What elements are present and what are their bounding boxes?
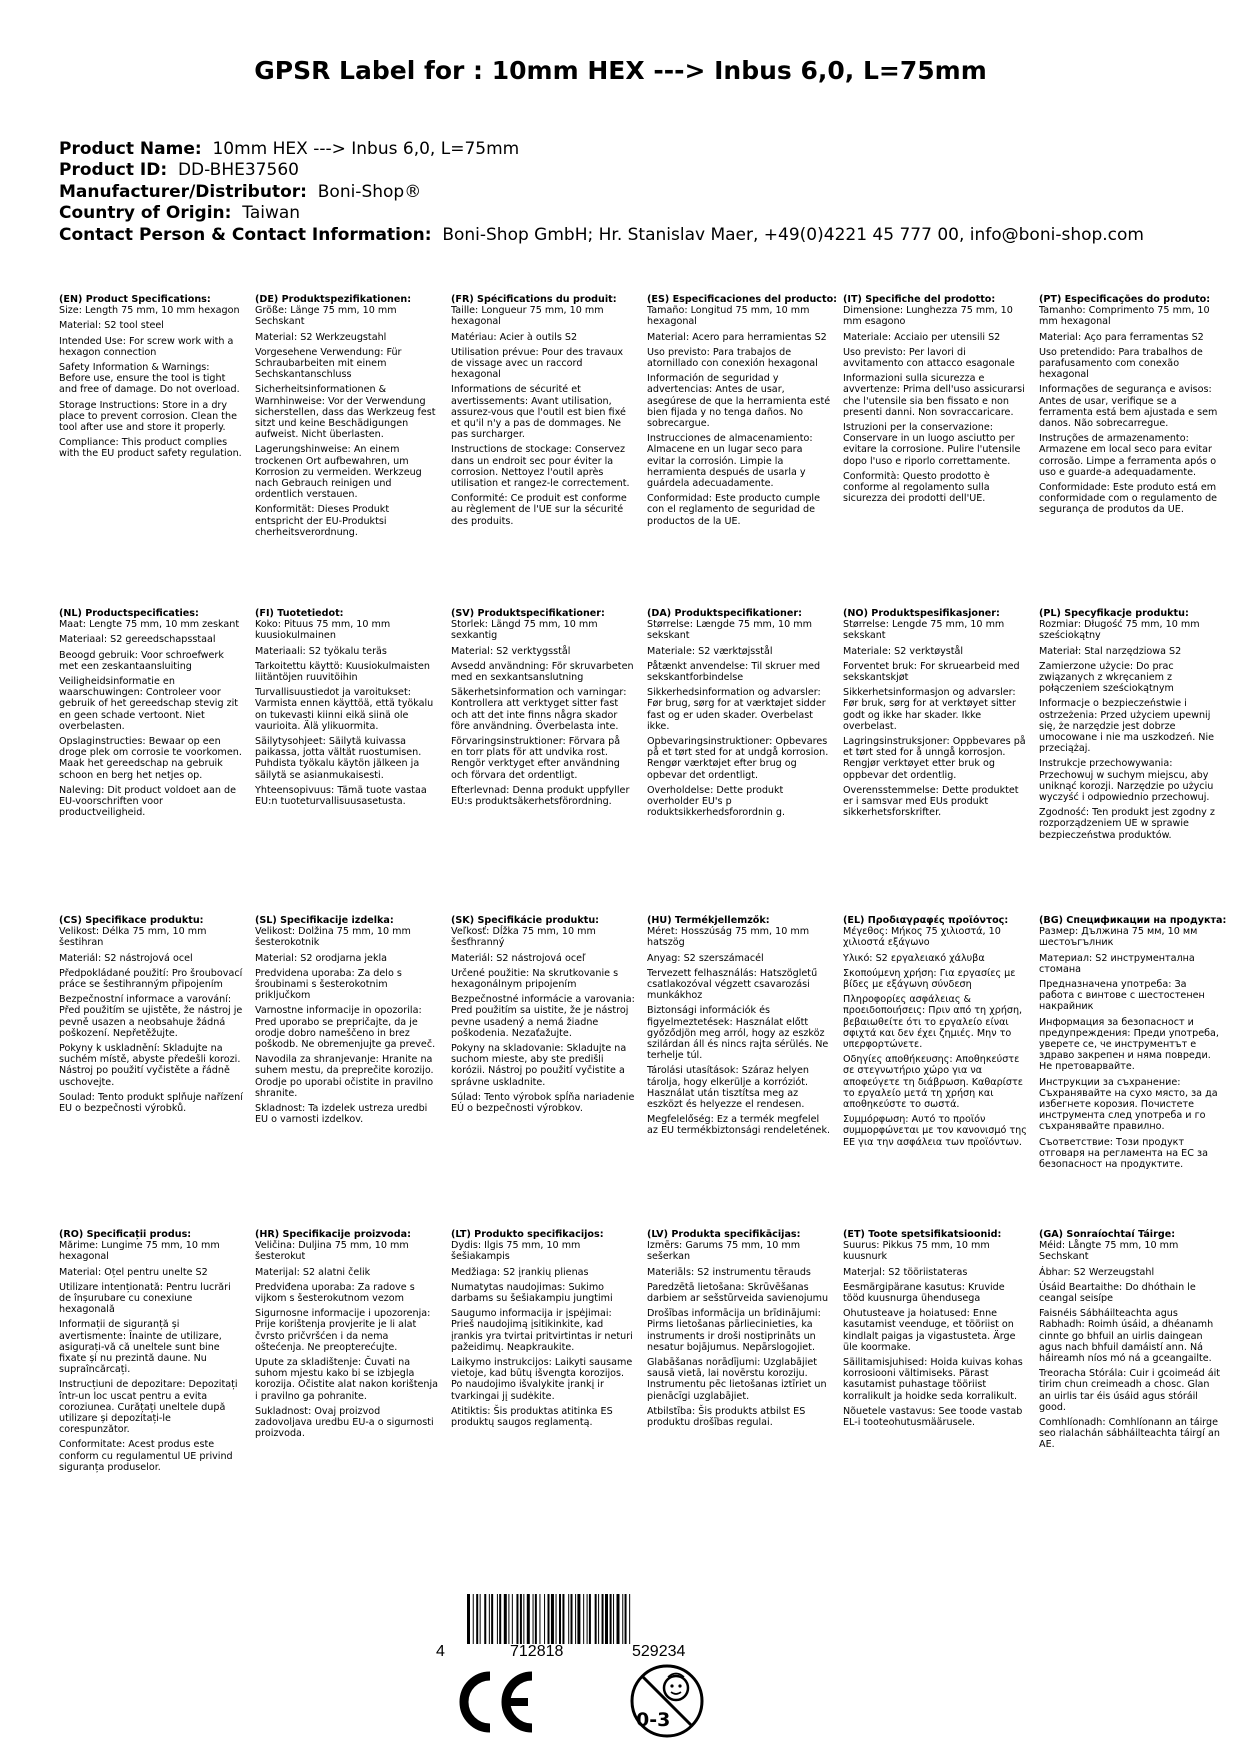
barcode-bar bbox=[467, 1594, 470, 1644]
spec-paragraph: Materiale: Acciaio per utensili S2 bbox=[843, 331, 1001, 343]
spec-paragraph: Velikost: Dolžina 75 mm, 10 mm šesterokotnik bbox=[255, 926, 411, 949]
barcode-bar bbox=[577, 1594, 580, 1644]
spec-heading: (DE) Produktspezifikationen: bbox=[255, 294, 412, 305]
barcode-bar bbox=[571, 1594, 573, 1644]
product-id-label: Product ID: bbox=[59, 160, 168, 181]
spec-paragraph: Material: Oțel pentru unelte S2 bbox=[59, 1266, 208, 1278]
spec-paragraph: Materiale: S2 verktøystål bbox=[843, 645, 964, 657]
barcode-bar bbox=[489, 1594, 490, 1644]
barcode-bar bbox=[551, 1594, 554, 1644]
spec-paragraph: Instrucțiuni de depozitare: Depozitați într-un loc uscat pentru a evita coroziunea. Curățați uneltele după utilizare și depozitați-le corespunzător. bbox=[59, 1379, 238, 1436]
spec-heading: (LT) Produkto specifikacijos: bbox=[451, 1229, 604, 1240]
barcode-bar bbox=[559, 1594, 561, 1644]
spec-paragraph: Conformité: Ce produit est conforme au règlement de l'UE sur la sécurité des produits. bbox=[451, 493, 627, 527]
spec-section bbox=[451, 1229, 647, 1529]
spec-section bbox=[59, 608, 255, 915]
spec-paragraph: Πληροφορίες ασφάλειας & προειδοποιήσεις: Πριν από τη χρήση, βεβαιωθείτε ότι το εργαλείο είναι σφιχτά και δεν έχει ζημιές. Μην το υπερφορτώνετε. bbox=[843, 994, 1023, 1051]
spec-paragraph: Eesmärgipärane kasutus: Kruvide tööd kuusnurga ühendusega bbox=[843, 1281, 1005, 1305]
spec-paragraph: Bezpečnostní informace a varování: Před použitím se ujistěte, že nástroj je pevně usazen a neobsahuje žádná poškození. Nepřetěžujte. bbox=[59, 994, 243, 1039]
spec-heading: (EN) Product Specifications: bbox=[59, 294, 211, 305]
barcode-bar bbox=[523, 1594, 524, 1644]
barcode-bar bbox=[544, 1594, 545, 1644]
spec-paragraph: Σκοπούμενη χρήση: Για εργασίες με βίδες με εξάγωνη σύνδεση bbox=[843, 967, 1016, 991]
spec-paragraph: Материал: S2 инструментална стомана bbox=[1039, 952, 1195, 975]
spec-paragraph: Materiál: S2 nástrojová ocel bbox=[59, 952, 193, 964]
spec-paragraph: Material: Acero para herramientas S2 bbox=[647, 331, 827, 343]
spec-paragraph: Dydis: Ilgis 75 mm, 10 mm šešiakampis bbox=[451, 1240, 581, 1263]
age-warning-0-3-icon bbox=[628, 1662, 706, 1740]
barcode-bar bbox=[575, 1594, 576, 1644]
spec-paragraph: Påtænkt anvendelse: Til skruer med sekskantforbindelse bbox=[647, 660, 821, 684]
manufacturer-label: Manufacturer/Distributor: bbox=[59, 181, 307, 202]
age-range-text: 0-3 bbox=[636, 1709, 671, 1731]
spec-paragraph: Varnostne informacije in opozorila: Pred uporabo se prepričajte, da je orodje dobro nameščeno in brez poškodb. Ne obremenjujte ga preveč. bbox=[255, 1005, 436, 1051]
spec-paragraph: Sikkerhetsinformasjon og advarsler: Før bruk, sørg for at verktøyet sitter godt og ikke har skader. Ikke overbelast. bbox=[843, 687, 1017, 732]
spec-paragraph: Určené použitie: Na skrutkovanie s hexagonálnym pripojením bbox=[451, 967, 619, 991]
product-name-value: 10mm HEX ---> Inbus 6,0, L=75mm bbox=[212, 139, 520, 159]
spec-heading: (HU) Termékjellemzők: bbox=[647, 915, 770, 926]
spec-paragraph: Størrelse: Lengde 75 mm, 10 mm sekskant bbox=[843, 619, 1005, 642]
spec-paragraph: Förvaringsinstruktioner: Förvara på en torr plats för att undvika rost. Rengör verktyget efter användning och förvara det ordentligt. bbox=[451, 736, 621, 781]
spec-paragraph: Materjal: S2 tööriistateras bbox=[843, 1266, 968, 1278]
barcode-bar bbox=[589, 1594, 591, 1644]
spec-paragraph: Upute za skladištenje: Čuvati na suhom mjestu kako bi se izbjegla korozija. Očistite alat nakon korištenja i pravilno ga pohranite. bbox=[255, 1357, 439, 1402]
barcode-bar bbox=[613, 1594, 614, 1644]
country-row bbox=[59, 203, 1144, 224]
barcode-digits bbox=[436, 1643, 756, 1663]
barcode-bar bbox=[480, 1594, 481, 1644]
spec-paragraph: Dimensione: Lunghezza 75 mm, 10 mm esagono bbox=[843, 305, 1013, 328]
spec-section bbox=[843, 608, 1039, 915]
spec-paragraph: Matériau: Acier à outils S2 bbox=[451, 331, 578, 343]
spec-paragraph: Инструкции за съхранение: Съхранявайте на сухо място, за да избегнете корозия. Почистете инструмента след употреба и го съхранявайте правилно. bbox=[1039, 1076, 1218, 1133]
spec-paragraph: Zamierzone użycie: Do prac związanych z wkręcaniem z połączeniem sześciokątnym bbox=[1039, 660, 1174, 695]
spec-paragraph: Ohutusteave ja hoiatused: Enne kasutamist veenduge, et tööriist on kindlalt paigas ja vigastusteta. Ärge üle koormake. bbox=[843, 1308, 1016, 1353]
contact-row bbox=[59, 225, 1144, 246]
spec-paragraph: Instructions de stockage: Conservez dans un endroit sec pour éviter la corrosion. Nettoyez l'outil après utilisation et rangez-le correctement. bbox=[451, 444, 630, 490]
barcode-bar bbox=[583, 1594, 584, 1644]
spec-paragraph: Instruções de armazenamento: Armazene em local seco para evitar corrosão. Limpe a ferramenta após o uso e guarde-a adequadamente. bbox=[1039, 433, 1217, 478]
spec-section bbox=[59, 294, 255, 608]
spec-paragraph: Οδηγίες αποθήκευσης: Αποθηκεύστε σε στεγνωτήριο χώρο για να αποφεύγετε τη διάβρωση. Καθαρίστε το εργαλείο μετά τη χρήση και αποθηκεύστε το σωστά. bbox=[843, 1054, 1023, 1111]
spec-paragraph: Conformidade: Este produto está em conformidade com o regulamento de segurança de produtos da UE. bbox=[1039, 482, 1218, 516]
spec-paragraph: Méret: Hosszúság 75 mm, 10 mm hatszög bbox=[647, 926, 810, 949]
spec-paragraph: Istruzioni per la conservazione: Conservare in un luogo asciutto per evitare la corrosione. Pulire l'utensile dopo l'uso e riporlo correttamente. bbox=[843, 422, 1021, 467]
spec-paragraph: Maat: Lengte 75 mm, 10 mm zeskant bbox=[59, 619, 240, 631]
spec-paragraph: Instrucciones de almacenamiento: Almacene en un lugar seco para evitar la corrosión. Limpie la herramienta después de usarla y guárdela adecuadamente. bbox=[647, 433, 813, 490]
country-value: Taiwan bbox=[242, 203, 301, 224]
spec-heading: (SV) Produktspecifikationer: bbox=[451, 608, 605, 619]
spec-section bbox=[843, 1229, 1039, 1529]
spec-paragraph: Materiāls: S2 instrumentu tērauds bbox=[647, 1266, 811, 1278]
spec-paragraph: Veľkosť: Dĺžka 75 mm, 10 mm šesťhranný bbox=[451, 926, 596, 949]
spec-paragraph: Saugumo informacija ir įspėjimai: Prieš naudojimą įsitikinkite, kad įrankis yra tvirtai pritvirtintas ir neturi pažeidimų. Neapkraukite. bbox=[451, 1308, 633, 1353]
spec-paragraph: Uso pretendido: Para trabalhos de parafusamento com conexão hexagonal bbox=[1039, 346, 1203, 381]
barcode bbox=[467, 1594, 741, 1644]
country-label: Country of Origin: bbox=[59, 203, 232, 224]
spec-heading: (PT) Especificações do produto: bbox=[1039, 294, 1211, 305]
barcode-bar bbox=[527, 1594, 530, 1644]
spec-paragraph: Predvidena uporaba: Za delo s šroubinami s šesterokotnim priključkom bbox=[255, 967, 402, 1002]
spec-paragraph: Safety Information & Warnings: Before use, ensure the tool is tight and free of damage. Do not overload. bbox=[59, 362, 240, 396]
spec-paragraph: Informations de sécurité et avertissements: Avant utilisation, assurez-vous que l'outil est bien fixé et qu'il n'y a pas de dommages. Ne pas surcharger. bbox=[451, 384, 626, 441]
spec-section bbox=[59, 1229, 255, 1529]
barcode-bar bbox=[476, 1594, 478, 1644]
spec-paragraph: Konformität: Dieses Produkt entspricht der EU-Produktsi cherheitsverordnung. bbox=[255, 504, 390, 538]
spec-paragraph: Storage Instructions: Store in a dry place to prevent corrosion. Clean the tool after use and store it properly. bbox=[59, 399, 237, 434]
barcode-bar bbox=[625, 1594, 627, 1644]
spec-paragraph: Veiligheidsinformatie en waarschuwingen: Controleer voor gebruik of het gereedschap stevig zit en geen schade vertoont. Niet overbelasten. bbox=[59, 676, 239, 732]
spec-paragraph: Skladnost: Ta izdelek ustreza uredbi EU o varnosti izdelkov. bbox=[255, 1103, 428, 1126]
spec-paragraph: Säilytysohjeet: Säilytä kuivassa paikassa, jotta vältät ruostumisen. Puhdista työkalu käytön jälkeen ja säilytä se asianmukaisesti. bbox=[255, 736, 422, 781]
barcode-digits-left: 4 bbox=[436, 1643, 445, 1660]
spec-paragraph: Paredzētā lietošana: Skrūvēšanas darbiem ar sešstūrveida savienojumu bbox=[647, 1281, 829, 1305]
barcode-bar bbox=[587, 1594, 588, 1644]
spec-heading: (DA) Produktspecifikationer: bbox=[647, 608, 802, 619]
ce-mark-icon bbox=[456, 1670, 538, 1734]
spec-paragraph: Naleving: Dit product voldoet aan de EU-voorschriften voor productveiligheid. bbox=[59, 784, 236, 819]
spec-heading: (ES) Especificaciones del producto: bbox=[647, 294, 838, 305]
spec-paragraph: Sigurnosne informacije i upozorenja: Prije korištenja provjerite je li alat čvrsto pričvršćen i da nema oštećenja. Ne preopterećujte. bbox=[255, 1308, 431, 1353]
barcode-bar bbox=[610, 1594, 612, 1644]
spec-section bbox=[1039, 915, 1235, 1229]
spec-heading: (LV) Produkta specifikācijas: bbox=[647, 1229, 801, 1240]
spec-paragraph: Utilizare intenționată: Pentru lucrări de înșurubare cu conexiune hexagonală bbox=[59, 1281, 231, 1316]
spec-paragraph: Materiaal: S2 gereedschapsstaal bbox=[59, 634, 216, 646]
spec-section bbox=[451, 608, 647, 915]
barcode-bar bbox=[617, 1594, 620, 1644]
spec-section bbox=[255, 915, 451, 1229]
spec-paragraph: Avsedd användning: För skruvarbeten med en sexkantsanslutning bbox=[451, 660, 634, 684]
spec-paragraph: Υλικό: S2 εργαλειακό χάλυβα bbox=[843, 952, 985, 964]
barcode-bar bbox=[512, 1594, 513, 1644]
spec-heading: (SK) Špecifikácie produktu: bbox=[451, 915, 600, 926]
spec-heading: (NL) Productspecificaties: bbox=[59, 608, 199, 619]
spec-paragraph: Rozmiar: Długość 75 mm, 10 mm sześciokątny bbox=[1039, 619, 1200, 642]
spec-section bbox=[647, 1229, 843, 1529]
spec-section bbox=[255, 608, 451, 915]
spec-paragraph: Efterlevnad: Denna produkt uppfyller EU:s produktsäkerhetsförordning. bbox=[451, 784, 630, 808]
manufacturer-value: Boni-Shop® bbox=[317, 181, 422, 202]
spec-paragraph: Overensstemmelse: Dette produktet er i samsvar med EUs produkt sikkerhetsforskrifter. bbox=[843, 784, 1019, 819]
spec-section bbox=[1039, 1229, 1235, 1529]
spec-paragraph: Tamanho: Comprimento 75 mm, 10 mm hexagonal bbox=[1039, 305, 1210, 328]
spec-paragraph: Yhteensopivuus: Tämä tuote vastaa EU:n tuoteturvallisuusasetusta. bbox=[255, 784, 427, 808]
spec-paragraph: Instrukcje przechowywania: Przechowuj w suchym miejscu, aby uniknąć korozji. Narzędzie po użyciu wyczyść i odpowiednio przechowuj. bbox=[1039, 758, 1214, 804]
spec-grid bbox=[59, 294, 1239, 1529]
spec-section bbox=[647, 294, 843, 608]
barcode-bar bbox=[535, 1594, 537, 1644]
spec-section bbox=[59, 915, 255, 1229]
spec-paragraph: Laikymo instrukcijos: Laikyti sausame vietoje, kad būtų išvengta korozijos. Po naudojimo išvalykite įrankį ir tvarkingai jį sudėkite. bbox=[451, 1357, 633, 1402]
spec-paragraph: Materiał: Stal narzędziowa S2 bbox=[1039, 645, 1182, 657]
product-id-value: DD-BHE37560 bbox=[177, 160, 299, 181]
spec-paragraph: Material: S2 Werkzeugstahl bbox=[255, 331, 387, 343]
spec-section bbox=[451, 294, 647, 608]
contact-label: Contact Person & Contact Information: bbox=[59, 224, 432, 245]
spec-section bbox=[1039, 294, 1235, 608]
spec-section bbox=[451, 915, 647, 1229]
spec-paragraph: Intended Use: For screw work with a hexagon connection bbox=[59, 335, 234, 358]
spec-paragraph: Materiaali: S2 työkalu teräs bbox=[255, 645, 387, 657]
spec-section bbox=[255, 294, 451, 608]
spec-paragraph: Předpokládané použití: Pro šroubovací práce se šestihranným připojením bbox=[59, 967, 243, 991]
spec-paragraph: Beoogd gebruik: Voor schroefwerk met een zeskantaansluiting bbox=[59, 649, 224, 672]
spec-heading: (IT) Specifiche del prodotto: bbox=[843, 294, 996, 305]
spec-paragraph: Predviđena uporaba: Za radove s vijkom s šesterokutnom vezom bbox=[255, 1281, 415, 1305]
spec-paragraph: Størrelse: Længde 75 mm, 10 mm sekskant bbox=[647, 619, 812, 642]
spec-paragraph: Информация за безопасност и предупреждения: Преди употреба, уверете се, че инструментът е здраво закрепен и няма повреди. Не претоварвайте. bbox=[1039, 1016, 1219, 1073]
spec-paragraph: Drošības informācija un brīdinājumi: Pirms lietošanas pārliecinieties, ka instruments ir droši nostiprināts un nesatur bojājumus. Nepārslogojiet. bbox=[647, 1308, 821, 1353]
barcode-bar bbox=[497, 1594, 498, 1644]
spec-paragraph: Compliance: This product complies with the EU product safety regulation. bbox=[59, 437, 242, 460]
spec-paragraph: Materijal: S2 alatni čelik bbox=[255, 1266, 371, 1278]
spec-paragraph: Material: Aço para ferramentas S2 bbox=[1039, 331, 1204, 343]
spec-paragraph: Suurus: Pikkus 75 mm, 10 mm kuusnurk bbox=[843, 1240, 990, 1263]
product-name-label: Product Name: bbox=[59, 139, 202, 159]
spec-heading: (PL) Specyfikacje produktu: bbox=[1039, 608, 1189, 619]
spec-paragraph: Sicherheitsinformationen & Warnhinweise: Vor der Verwendung sicherstellen, dass das Werkzeug fest sitzt und keine Beschädigungen aufweist. Nicht überlasten. bbox=[255, 384, 436, 441]
spec-paragraph: Medžiaga: S2 įrankių plienas bbox=[451, 1266, 589, 1278]
contact-value: Boni-Shop GmbH; Hr. Stanislav Maer, +49(0)4221 45 777 00, info@boni-shop.com bbox=[442, 224, 1144, 245]
spec-heading: (NO) Produktspesifikasjoner: bbox=[843, 608, 1000, 619]
spec-section bbox=[647, 915, 843, 1229]
barcode-bar bbox=[556, 1594, 557, 1644]
spec-paragraph: Anyag: S2 szerszámacél bbox=[647, 952, 764, 964]
barcode-bar bbox=[516, 1594, 518, 1644]
barcode-bar bbox=[595, 1594, 597, 1644]
spec-paragraph: Lagerungshinweise: An einem trockenen Ort aufbewahren, um Korrosion zu vermeiden. Werkzeug nach Gebrauch reinigen und ordentlich verstauen. bbox=[255, 444, 422, 501]
spec-paragraph: Bezpečnostné informácie a varovania: Pred použitím sa uistite, že je nástroj pevne usadený a nemá žiadne poškodenia. Nezaťažujte. bbox=[451, 994, 635, 1039]
barcode-bar bbox=[484, 1594, 486, 1644]
spec-paragraph: Atitiktis: Šis produktas atitinka ES produktų saugos reglamentą. bbox=[451, 1405, 613, 1429]
spec-paragraph: Pokyny k uskladnění: Skladujte na suchém místě, abyste předešli korozi. Nástroj po použití vyčistěte a řádně uschovejte. bbox=[59, 1043, 241, 1088]
spec-paragraph: Información de seguridad y advertencias: Antes de usar, asegúrese de que la herramienta esté bien fijada y no tenga daños. No sobrecargue. bbox=[647, 373, 831, 430]
spec-paragraph: Navodila za shranjevanje: Hranite na suhem mestu, da preprečite korozijo. Orodje po uporabi očistite in pravilno shranite. bbox=[255, 1054, 434, 1099]
spec-paragraph: Velikost: Délka 75 mm, 10 mm šestihran bbox=[59, 926, 207, 949]
spec-paragraph: Treoracha Stórála: Cuir i gcoimeád áit tirim chun creimeadh a chosc. Glan an uirlis tar éis úsáid agus stóráil good. bbox=[1039, 1368, 1221, 1413]
spec-heading: (ET) Toote spetsifikatsioonid: bbox=[843, 1229, 1002, 1240]
spec-paragraph: Uso previsto: Para trabajos de atornillado con conexión hexagonal bbox=[647, 346, 818, 370]
spec-paragraph: Größe: Länge 75 mm, 10 mm Sechskant bbox=[255, 305, 397, 328]
spec-paragraph: Úsáid Beartaithe: Do dhóthain le ceangal seisípe bbox=[1039, 1281, 1196, 1305]
spec-paragraph: Súlad: Tento výrobok spĺňa nariadenie EÚ o bezpečnosti výrobkov. bbox=[451, 1091, 635, 1115]
product-info bbox=[59, 139, 1144, 246]
spec-paragraph: Koko: Pituus 75 mm, 10 mm kuusiokulmainen bbox=[255, 619, 391, 642]
spec-paragraph: Material: S2 verktygsstål bbox=[451, 645, 571, 657]
spec-paragraph: Numatytas naudojimas: Sukimo darbams su šešiakampiu jungtimi bbox=[451, 1281, 613, 1305]
spec-heading: (EL) Προδιαγραφές προϊόντος: bbox=[843, 915, 1009, 926]
spec-paragraph: Säkerhetsinformation och varningar: Kontrollera att verktyget sitter fast och att det inte finns några skador före användning. Överbelasta inte. bbox=[451, 687, 627, 732]
barcode-bar bbox=[539, 1594, 540, 1644]
spec-paragraph: Sikkerhedsinformation og advarsler: Før brug, sørg for at værktøjet sidder fast og er uden skader. Overbelast ikke. bbox=[647, 687, 826, 732]
spec-paragraph: Opslaginstructies: Bewaar op een droge plek om corrosie te voorkomen. Maak het gereedschap na gebruik schoon en berg het netjes op. bbox=[59, 736, 242, 781]
barcode-bar bbox=[499, 1594, 501, 1644]
spec-paragraph: Size: Length 75 mm, 10 mm hexagon bbox=[59, 305, 240, 317]
spec-paragraph: Glabāšanas norādījumi: Uzglabājiet sausā vietā, lai novērstu koroziju. Instrumentu pēc lietošanas iztīriet un pienācīgi uzglabājiet. bbox=[647, 1357, 827, 1402]
spec-paragraph: Atbilstība: Šis produkts atbilst ES produktu drošības regulai. bbox=[647, 1405, 806, 1429]
spec-paragraph: Συμμόρφωση: Αυτό το προϊόν συμμορφώνεται με τον κανονισμό της ΕΕ για την ασφάλεια των προϊόντων. bbox=[843, 1114, 1027, 1148]
spec-paragraph: Съответствие: Този продукт отговаря на регламента на ЕС за безопасност на продуктите. bbox=[1039, 1136, 1208, 1171]
spec-paragraph: Informații de siguranță și avertismente: Înainte de utilizare, asigurați-vă că uneltele sunt bine fixate și nu prezintă daune. Nu supraîncărcați. bbox=[59, 1319, 222, 1376]
spec-paragraph: Tervezett felhasználás: Hatszögletű csatlakozóval végzett csavarozási munkákhoz bbox=[647, 967, 818, 1002]
barcode-bar bbox=[602, 1594, 604, 1644]
product-name-row bbox=[59, 139, 1144, 160]
spec-paragraph: Taille: Longueur 75 mm, 10 mm hexagonal bbox=[451, 305, 604, 328]
barcode-bar bbox=[520, 1594, 522, 1644]
spec-paragraph: Sukladnost: Ovaj proizvod zadovoljava uredbu EU-a o sigurnosti proizvoda. bbox=[255, 1405, 434, 1440]
spec-paragraph: Säilitamisjuhised: Hoida kuivas kohas korrosiooni vältimiseks. Pärast kasutamist puhastage tööriist korralikult ja hoidke seda korralikult. bbox=[843, 1357, 1023, 1402]
spec-paragraph: Izmērs: Garums 75 mm, 10 mm sešerkan bbox=[647, 1240, 801, 1263]
manufacturer-row bbox=[59, 182, 1144, 203]
spec-paragraph: Conformidad: Este producto cumple con el reglamento de seguridad de productos de la UE. bbox=[647, 493, 820, 527]
barcode-bar bbox=[598, 1594, 599, 1644]
spec-paragraph: Opbevaringsinstruktioner: Opbevares på et tørt sted for at undgå korrosion. Rengør værktøjet efter brug og opbevar det ordentligt. bbox=[647, 736, 829, 781]
barcode-bar bbox=[562, 1594, 564, 1644]
spec-paragraph: Utilisation prévue: Pour des travaux de vissage avec un raccord hexagonal bbox=[451, 346, 624, 381]
spec-paragraph: Material: S2 orodjarna jekla bbox=[255, 952, 388, 964]
spec-paragraph: Μέγεθος: Μήκος 75 χιλιοστά, 10 χιλιοστά εξάγωνο bbox=[843, 926, 1001, 949]
spec-paragraph: Materiale: S2 værktøjsstål bbox=[647, 645, 773, 657]
spec-heading: (BG) Спецификации на продукта: bbox=[1039, 915, 1227, 926]
spec-paragraph: Informacje o bezpieczeństwie i ostrzeżenia: Przed użyciem upewnij się, że narzędzie jest dobrze umocowane i nie ma uszkodzeń. Nie przeciążaj. bbox=[1039, 698, 1215, 755]
spec-paragraph: Tárolási utasítások: Száraz helyen tárolja, hogy elkerülje a korróziót. Használat után tisztítsa meg az eszközt és helyezze el rendesen. bbox=[647, 1065, 809, 1111]
spec-paragraph: Storlek: Längd 75 mm, 10 mm sexkantig bbox=[451, 619, 598, 642]
spec-section bbox=[1039, 608, 1235, 915]
spec-paragraph: Tarkoitettu käyttö: Kuusiokulmaisten liitäntöjen ruuvitöihin bbox=[255, 660, 430, 684]
spec-section bbox=[255, 1229, 451, 1529]
barcode-bar bbox=[605, 1594, 608, 1644]
spec-paragraph: Materiál: S2 nástrojová oceľ bbox=[451, 952, 586, 964]
spec-paragraph: Megfelelőség: Ez a termék megfelel az EU termékbiztonsági rendeletének. bbox=[647, 1114, 831, 1137]
spec-paragraph: Material: S2 tool steel bbox=[59, 320, 164, 332]
spec-paragraph: Turvallisuustiedot ja varoitukset: Varmista ennen käyttöä, että työkalu on tukevasti kiinni eikä siinä ole vaurioita. Älä ylikuormita. bbox=[255, 687, 434, 732]
spec-paragraph: Размер: Дължина 75 мм, 10 мм шестоъгълник bbox=[1039, 926, 1198, 949]
barcode-bar bbox=[533, 1594, 534, 1644]
spec-heading: (FI) Tuotetiedot: bbox=[255, 608, 344, 619]
spec-paragraph: Conformitate: Acest produs este conform cu regulamentul UE privind siguranța produselor. bbox=[59, 1439, 233, 1473]
spec-paragraph: Overholdelse: Dette produkt overholder EU's p roduktsikkerhedsforordnin g. bbox=[647, 784, 786, 819]
spec-paragraph: Предназначена употреба: За работа с винтове с шестостенен накрайник bbox=[1039, 979, 1205, 1013]
spec-paragraph: Comhlíonadh: Comhlíonann an táirge seo rialachán sábháilteachta táirgí an AE. bbox=[1039, 1417, 1220, 1451]
spec-paragraph: Soulad: Tento produkt splňuje nařízení EU o bezpečnosti výrobků. bbox=[59, 1091, 243, 1115]
spec-paragraph: Biztonsági információk és figyelmeztetések: Használat előtt győződjön meg arról, hogy az eszköz szilárdan áll és nincs rajta sérülés. Ne terhelje túl. bbox=[647, 1005, 829, 1062]
spec-section bbox=[647, 608, 843, 915]
spec-paragraph: Conformità: Questo prodotto è conforme al regolamento sulla sicurezza dei prodotti dell'UE. bbox=[843, 470, 990, 505]
spec-paragraph: Forventet bruk: For skruearbeid med sekskantskjøt bbox=[843, 660, 1020, 684]
spec-paragraph: Vorgesehene Verwendung: Für Schraubarbeiten mit einem Sechskantanschluss bbox=[255, 346, 402, 381]
spec-section bbox=[843, 915, 1039, 1229]
spec-paragraph: Veličina: Duljina 75 mm, 10 mm šesterokut bbox=[255, 1240, 409, 1263]
barcode-bar bbox=[504, 1594, 507, 1644]
spec-paragraph: Informazioni sulla sicurezza e avvertenze: Prima dell'uso assicurarsi che l'utensile sia ben fissato e non presenti danni. Non sovraccaricare. bbox=[843, 373, 1025, 418]
barcode-bar bbox=[622, 1594, 623, 1644]
spec-paragraph: Informações de segurança e avisos: Antes de usar, verifique se a ferramenta está bem ajustada e sem danos. Não sobrecarregue. bbox=[1039, 384, 1218, 430]
spec-heading: (SL) Specifikacije izdelka: bbox=[255, 915, 394, 926]
spec-paragraph: Lagringsinstruksjoner: Oppbevares på et tørt sted for å unngå korrosjon. Rengjør verktøyet etter bruk og oppbevar det ordentlig. bbox=[843, 736, 1026, 781]
spec-paragraph: Nõuetele vastavus: See toode vastab EL-i tooteohutusmäärusele. bbox=[843, 1405, 1023, 1429]
spec-paragraph: Uso previsto: Per lavori di avvitamento con attacco esagonale bbox=[843, 346, 1015, 370]
spec-paragraph: Méid: Långte 75 mm, 10 mm Sechskant bbox=[1039, 1240, 1179, 1263]
barcode-bar bbox=[629, 1594, 630, 1644]
page-title: GPSR Label for : 10mm HEX ---> Inbus 6,0, L=75mm bbox=[254, 56, 987, 85]
spec-heading: (FR) Spécifications du produit: bbox=[451, 294, 617, 305]
spec-heading: (CS) Specifikace produktu: bbox=[59, 915, 204, 926]
spec-heading: (HR) Specifikacije proizvoda: bbox=[255, 1229, 411, 1240]
barcode-bar bbox=[473, 1594, 474, 1644]
spec-heading: (RO) Specificații produs: bbox=[59, 1229, 192, 1240]
barcode-bar bbox=[508, 1594, 509, 1644]
barcode-bar bbox=[568, 1594, 569, 1644]
spec-heading: (GA) Sonraíochtaí Táirge: bbox=[1039, 1229, 1176, 1240]
barcode-digits-right: 529234 bbox=[632, 1643, 686, 1660]
barcode-bar bbox=[548, 1594, 550, 1644]
spec-paragraph: Mărime: Lungime 75 mm, 10 mm hexagonal bbox=[59, 1240, 220, 1263]
spec-section bbox=[843, 294, 1039, 608]
spec-paragraph: Ábhar: S2 Werzeugstahl bbox=[1039, 1266, 1155, 1278]
barcode-bar bbox=[491, 1594, 493, 1644]
spec-paragraph: Tamaño: Longitud 75 mm, 10 mm hexagonal bbox=[647, 305, 810, 328]
spec-paragraph: Faisnéis Sábháilteachta agus Rabhadh: Roimh úsáid, a dhéanamh cinnte go bhfuil an uirlis daingean agus nach bhfuil damáistí ann. Ná háireamh níos mó ná a gceangailte. bbox=[1039, 1308, 1214, 1365]
spec-paragraph: Zgodność: Ten produkt jest zgodny z rozporządzeniem UE w sprawie bezpieczeństwa produktów. bbox=[1039, 807, 1215, 841]
barcode-digits-mid: 712818 bbox=[510, 1643, 564, 1660]
spec-paragraph: Pokyny na skladovanie: Skladujte na suchom mieste, aby ste predišli korózii. Nástroj po použití vyčistite a správne uskladnite. bbox=[451, 1043, 627, 1088]
product-id-row bbox=[59, 160, 1144, 181]
